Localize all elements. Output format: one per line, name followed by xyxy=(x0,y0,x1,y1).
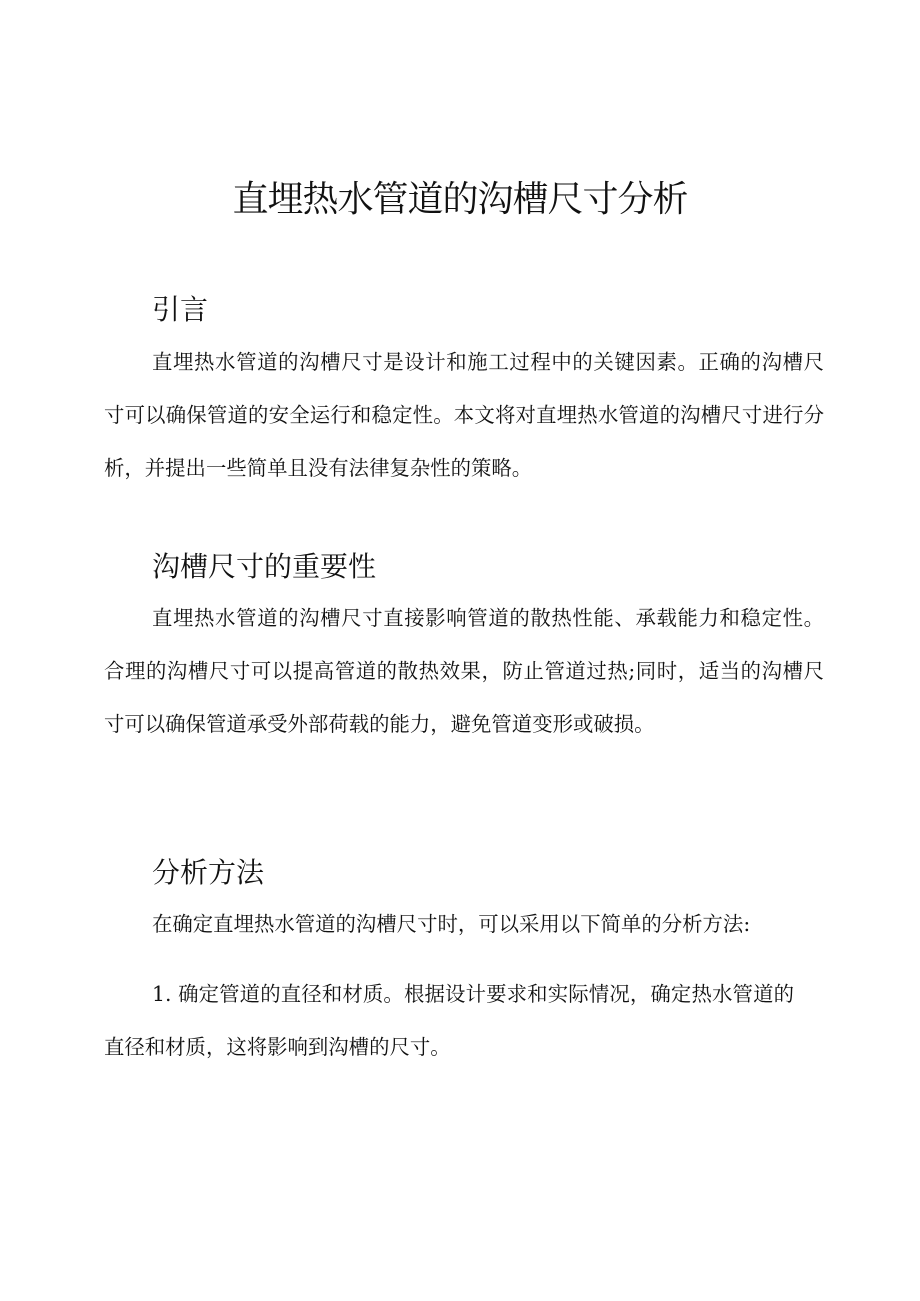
section-heading-intro: 引言 xyxy=(152,293,209,326)
section-paragraph-importance: 直埋热水管道的沟槽尺寸直接影响管道的散热性能、承载能力和稳定性。合理的沟槽尺寸可以提高管道的散热效果，防止管道过热;同时，适当的沟槽尺寸可以确保管道承受外部荷载的能力，避免管道变形或破损。 xyxy=(104,606,824,736)
document-title: 直埋热水管道的沟槽尺寸分析 xyxy=(232,179,688,220)
section-heading-importance: 沟槽尺寸的重要性 xyxy=(152,550,377,583)
section-paragraph-intro: 直埋热水管道的沟槽尺寸是设计和施工过程中的关键因素。正确的沟槽尺寸可以确保管道的安全运行和稳定性。本文将对直埋热水管道的沟槽尺寸进行分析，并提出一些简单且没有法律复杂性的策略。 xyxy=(104,350,824,480)
section-paragraph-method-step-1: 1. 确定管道的直径和材质。根据设计要求和实际情况，确定热水管道的直径和材质，这将影响到沟槽的尺寸。 xyxy=(104,982,794,1059)
section-heading-method: 分析方法 xyxy=(152,856,265,889)
section-paragraph-method-intro: 在确定直埋热水管道的沟槽尺寸时，可以采用以下简单的分析方法: xyxy=(152,912,751,936)
